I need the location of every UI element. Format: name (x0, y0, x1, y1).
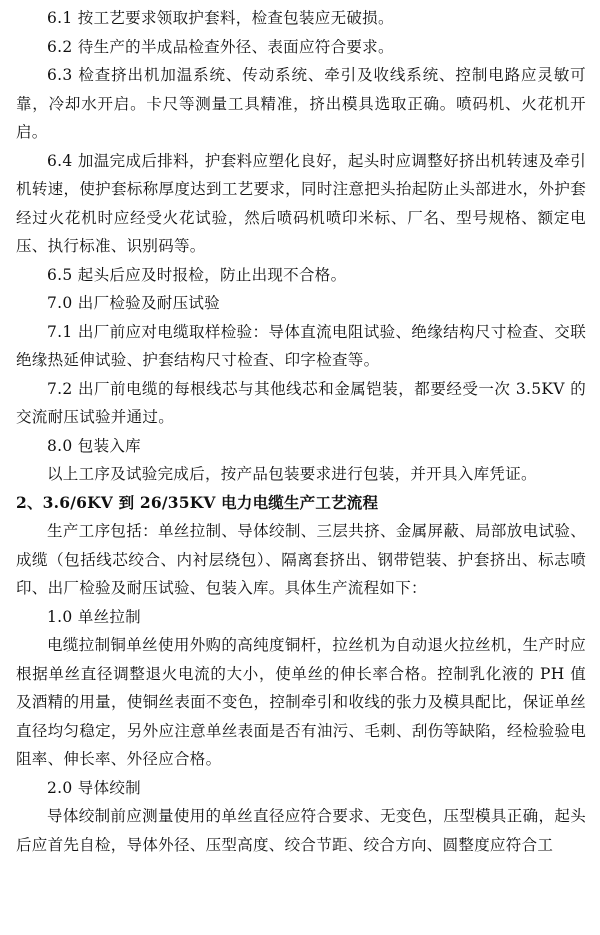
section-6-4: 6.4 加温完成后排料，护套料应塑化良好，起头时应调整好挤出机转速及牵引机转速，使护套标称厚度达到工艺要求，同时注意把头抬起防止头部进水，外护套经过火花机时应经受火花试验，然后喷码机喷印米标、厂名、型号规格、额定电压、执行标准、识别码等。 (16, 151, 586, 255)
section-8-0-body: 以上工序及试验完成后，按产品包装要求进行包装，并开具入库凭证。 (47, 465, 537, 483)
chapter-2-heading: 2、3.6/6KV 到 26/35KV 电力电缆生产工艺流程 (16, 492, 379, 512)
section-6-5: 6.5 起头后应及时报检，防止出现不合格。 (47, 265, 347, 284)
section-6-1: 6.1 按工艺要求领取护套料，检查包装应无破损。 (47, 9, 394, 27)
section-7-0-title: 7.0 出厂检验及耐压试验 (47, 294, 220, 312)
section-2-0-title: 2.0 导体绞制 (47, 778, 141, 797)
section-2-0-body: 导体绞制前应测量使用的单丝直径应符合要求、无变色，压型模具正确，起头后应首先自检，导体外径、压型高度、绞合节距、绞合方向、圆整度应符合工 (16, 807, 586, 854)
section-8-0-title: 8.0 包装入库 (47, 436, 141, 455)
section-7-2: 7.2 出厂前电缆的每根线芯与其他线芯和金属铠装，都要经受一次 3.5KV 的交流耐压试验并通过。 (16, 379, 586, 426)
section-6-3: 6.3 检查挤出机加温系统、传动系统、牵引及收线系统、控制电路应灵敏可靠，冷却水开启。卡尺等测量工具精准，挤出模具选取正确。喷码机、火花机开启。 (16, 66, 586, 141)
section-6-2: 6.2 待生产的半成品检查外径、表面应符合要求。 (47, 37, 394, 56)
production-process-intro: 生产工序包括：单丝拉制、导体绞制、三层共挤、金属屏蔽、局部放电试验、成缆（包括线芯绞合、内衬层绕包）、隔离套挤出、钢带铠装、护套挤出、标志喷印、出厂检验及耐压试验、包装入库。具体生产流程如下： (16, 522, 586, 597)
section-1-0-body: 电缆拉制铜单丝使用外购的高纯度铜杆，拉丝机为自动退火拉丝机，生产时应根据单丝直径调整退火电流的大小，使单丝的伸长率合格。控制乳化液的 PH 值及酒精的用量，使铜丝表面不变色，控制牵引和收线的张力及模具配比，保证单丝直径均匀稳定，另外应注意单丝表面是否有油污、毛刺、刮伤等缺陷，经检验验电阻率、伸长率、外径应合格。 (16, 636, 586, 768)
section-7-1: 7.1 出厂前应对电缆取样检验：导体直流电阻试验、绝缘结构尺寸检查、交联绝缘热延伸试验、护套结构尺寸检查、印字检查等。 (16, 322, 586, 369)
section-1-0-title: 1.0 单丝拉制 (47, 607, 141, 626)
